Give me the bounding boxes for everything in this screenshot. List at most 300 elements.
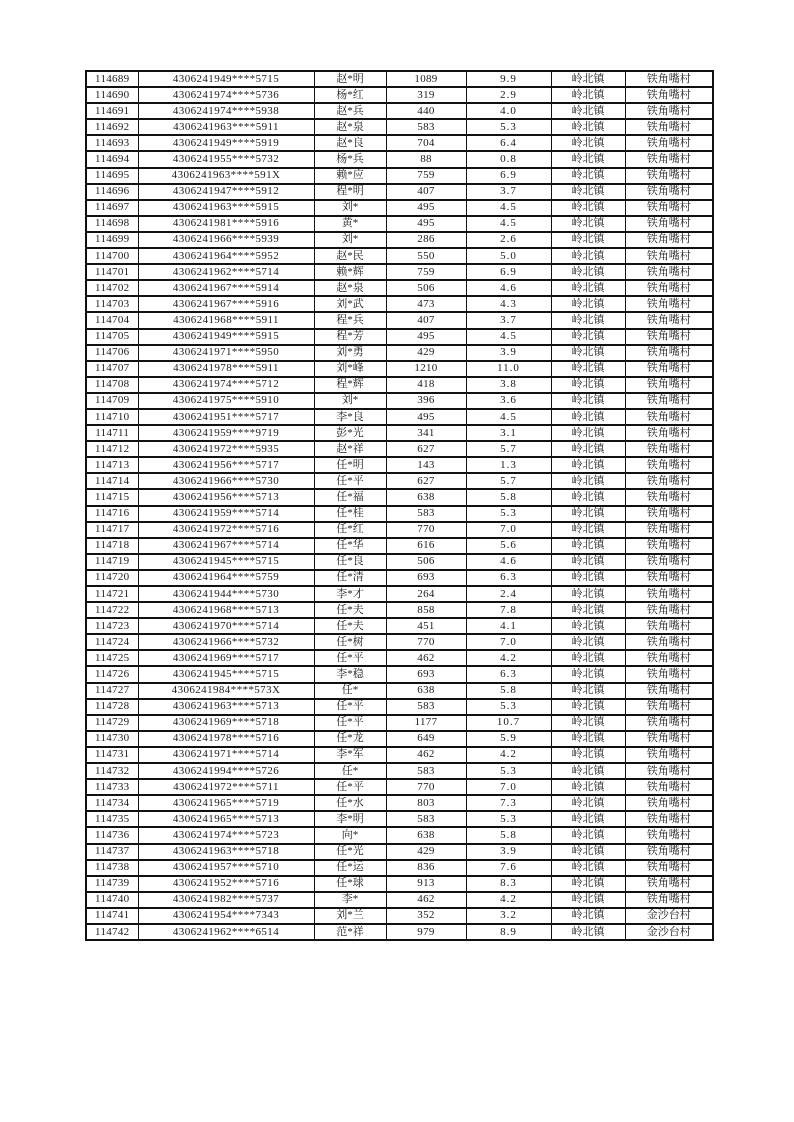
cell-town: 岭北镇 <box>551 538 625 554</box>
cell-seq: 114697 <box>86 200 138 216</box>
cell-village: 铁角嘴村 <box>625 151 713 167</box>
cell-id_number: 4306241967****5916 <box>138 296 314 312</box>
cell-seq: 114694 <box>86 151 138 167</box>
cell-town: 岭北镇 <box>551 312 625 328</box>
cell-name: 任*夫 <box>314 602 386 618</box>
table-row <box>86 779 713 795</box>
cell-area: 3.1 <box>466 425 551 441</box>
cell-id_number: 4306241963****5718 <box>138 844 314 860</box>
cell-amount: 264 <box>386 586 466 602</box>
cell-amount: 319 <box>386 87 466 103</box>
cell-seq: 114720 <box>86 570 138 586</box>
cell-area: 6.3 <box>466 666 551 682</box>
cell-amount: 440 <box>386 103 466 119</box>
cell-seq: 114738 <box>86 860 138 876</box>
cell-town: 岭北镇 <box>551 425 625 441</box>
table-row <box>86 683 713 699</box>
cell-town: 岭北镇 <box>551 103 625 119</box>
cell-amount: 88 <box>386 151 466 167</box>
cell-village: 铁角嘴村 <box>625 71 713 87</box>
cell-area: 0.8 <box>466 151 551 167</box>
cell-area: 5.3 <box>466 763 551 779</box>
cell-town: 岭北镇 <box>551 522 625 538</box>
cell-seq: 114699 <box>86 232 138 248</box>
cell-village: 铁角嘴村 <box>625 87 713 103</box>
table-row <box>86 457 713 473</box>
cell-id_number: 4306241967****5914 <box>138 280 314 296</box>
cell-amount: 407 <box>386 184 466 200</box>
cell-village: 铁角嘴村 <box>625 634 713 650</box>
table-row <box>86 377 713 393</box>
cell-town: 岭北镇 <box>551 377 625 393</box>
cell-name: 程*芳 <box>314 329 386 345</box>
cell-id_number: 4306241965****5719 <box>138 795 314 811</box>
table-row <box>86 296 713 312</box>
cell-id_number: 4306241974****5723 <box>138 827 314 843</box>
cell-id_number: 4306241981****5916 <box>138 216 314 232</box>
cell-name: 任* <box>314 683 386 699</box>
cell-village: 铁角嘴村 <box>625 699 713 715</box>
cell-town: 岭北镇 <box>551 554 625 570</box>
cell-amount: 627 <box>386 441 466 457</box>
cell-area: 9.9 <box>466 71 551 87</box>
cell-area: 4.5 <box>466 200 551 216</box>
cell-amount: 473 <box>386 296 466 312</box>
table-row <box>86 747 713 763</box>
table-row <box>86 119 713 135</box>
table-row <box>86 876 713 892</box>
cell-seq: 114734 <box>86 795 138 811</box>
cell-village: 铁角嘴村 <box>625 216 713 232</box>
cell-area: 7.3 <box>466 795 551 811</box>
table-row <box>86 908 713 924</box>
cell-area: 5.8 <box>466 827 551 843</box>
cell-town: 岭北镇 <box>551 860 625 876</box>
cell-amount: 143 <box>386 457 466 473</box>
cell-village: 铁角嘴村 <box>625 184 713 200</box>
table-row <box>86 232 713 248</box>
cell-town: 岭北镇 <box>551 87 625 103</box>
cell-name: 任*福 <box>314 489 386 505</box>
cell-id_number: 4306241963****591X <box>138 168 314 184</box>
cell-seq: 114723 <box>86 618 138 634</box>
cell-name: 任*夫 <box>314 618 386 634</box>
cell-seq: 114719 <box>86 554 138 570</box>
table-row <box>86 248 713 264</box>
cell-area: 7.6 <box>466 860 551 876</box>
cell-amount: 506 <box>386 280 466 296</box>
cell-amount: 616 <box>386 538 466 554</box>
cell-amount: 429 <box>386 844 466 860</box>
cell-id_number: 4306241964****5952 <box>138 248 314 264</box>
cell-seq: 114731 <box>86 747 138 763</box>
cell-town: 岭北镇 <box>551 779 625 795</box>
table-row <box>86 71 713 87</box>
cell-area: 3.9 <box>466 345 551 361</box>
cell-town: 岭北镇 <box>551 151 625 167</box>
table-row <box>86 103 713 119</box>
cell-id_number: 4306241966****5730 <box>138 473 314 489</box>
cell-id_number: 4306241969****5718 <box>138 715 314 731</box>
cell-seq: 114705 <box>86 329 138 345</box>
table-row <box>86 586 713 602</box>
cell-name: 任*树 <box>314 634 386 650</box>
cell-name: 任*平 <box>314 715 386 731</box>
cell-town: 岭北镇 <box>551 296 625 312</box>
cell-town: 岭北镇 <box>551 409 625 425</box>
cell-village: 铁角嘴村 <box>625 377 713 393</box>
cell-village: 铁角嘴村 <box>625 296 713 312</box>
cell-id_number: 4306241951****5717 <box>138 409 314 425</box>
table-row <box>86 666 713 682</box>
table-row <box>86 361 713 377</box>
cell-name: 任*平 <box>314 699 386 715</box>
cell-village: 铁角嘴村 <box>625 312 713 328</box>
cell-town: 岭北镇 <box>551 184 625 200</box>
cell-village: 铁角嘴村 <box>625 103 713 119</box>
table-row <box>86 489 713 505</box>
cell-id_number: 4306241966****5939 <box>138 232 314 248</box>
cell-area: 4.6 <box>466 554 551 570</box>
cell-area: 3.6 <box>466 393 551 409</box>
cell-village: 铁角嘴村 <box>625 747 713 763</box>
cell-area: 4.1 <box>466 618 551 634</box>
cell-id_number: 4306241970****5714 <box>138 618 314 634</box>
cell-amount: 1089 <box>386 71 466 87</box>
cell-town: 岭北镇 <box>551 650 625 666</box>
cell-seq: 114714 <box>86 473 138 489</box>
cell-amount: 770 <box>386 779 466 795</box>
cell-amount: 462 <box>386 650 466 666</box>
cell-id_number: 4306241963****5713 <box>138 699 314 715</box>
cell-id_number: 4306241945****5715 <box>138 554 314 570</box>
cell-id_number: 4306241957****5710 <box>138 860 314 876</box>
cell-area: 5.3 <box>466 119 551 135</box>
cell-village: 铁角嘴村 <box>625 409 713 425</box>
cell-town: 岭北镇 <box>551 135 625 151</box>
cell-id_number: 4306241978****5716 <box>138 731 314 747</box>
table-row <box>86 312 713 328</box>
cell-amount: 341 <box>386 425 466 441</box>
cell-town: 岭北镇 <box>551 683 625 699</box>
cell-seq: 114732 <box>86 763 138 779</box>
cell-area: 3.8 <box>466 377 551 393</box>
cell-village: 铁角嘴村 <box>625 200 713 216</box>
cell-area: 4.2 <box>466 747 551 763</box>
cell-amount: 583 <box>386 119 466 135</box>
cell-id_number: 4306241944****5730 <box>138 586 314 602</box>
cell-id_number: 4306241962****5714 <box>138 264 314 280</box>
table-row <box>86 892 713 908</box>
table-row <box>86 393 713 409</box>
cell-village: 铁角嘴村 <box>625 763 713 779</box>
cell-village: 铁角嘴村 <box>625 666 713 682</box>
cell-name: 赵*良 <box>314 135 386 151</box>
cell-amount: 583 <box>386 811 466 827</box>
cell-amount: 759 <box>386 264 466 280</box>
table-row <box>86 409 713 425</box>
cell-name: 程*辉 <box>314 377 386 393</box>
cell-name: 任*平 <box>314 779 386 795</box>
cell-village: 铁角嘴村 <box>625 168 713 184</box>
cell-town: 岭北镇 <box>551 248 625 264</box>
cell-seq: 114695 <box>86 168 138 184</box>
cell-town: 岭北镇 <box>551 844 625 860</box>
table-row <box>86 216 713 232</box>
cell-name: 赵*兵 <box>314 103 386 119</box>
cell-area: 3.7 <box>466 184 551 200</box>
cell-name: 刘* <box>314 232 386 248</box>
cell-id_number: 4306241974****5712 <box>138 377 314 393</box>
cell-area: 4.2 <box>466 650 551 666</box>
cell-amount: 418 <box>386 377 466 393</box>
cell-amount: 979 <box>386 924 466 940</box>
cell-town: 岭北镇 <box>551 119 625 135</box>
cell-seq: 114713 <box>86 457 138 473</box>
cell-id_number: 4306241945****5715 <box>138 666 314 682</box>
cell-town: 岭北镇 <box>551 924 625 940</box>
cell-amount: 495 <box>386 409 466 425</box>
table-row <box>86 151 713 167</box>
cell-amount: 495 <box>386 216 466 232</box>
cell-name: 刘*兰 <box>314 908 386 924</box>
cell-amount: 506 <box>386 554 466 570</box>
table-row <box>86 345 713 361</box>
cell-seq: 114689 <box>86 71 138 87</box>
cell-seq: 114710 <box>86 409 138 425</box>
table-row <box>86 860 713 876</box>
cell-seq: 114700 <box>86 248 138 264</box>
cell-area: 1.3 <box>466 457 551 473</box>
cell-village: 铁角嘴村 <box>625 586 713 602</box>
cell-town: 岭北镇 <box>551 634 625 650</box>
cell-village: 铁角嘴村 <box>625 522 713 538</box>
cell-village: 铁角嘴村 <box>625 602 713 618</box>
cell-village: 铁角嘴村 <box>625 135 713 151</box>
cell-town: 岭北镇 <box>551 232 625 248</box>
cell-area: 3.9 <box>466 844 551 860</box>
cell-seq: 114701 <box>86 264 138 280</box>
cell-id_number: 4306241982****5737 <box>138 892 314 908</box>
cell-seq: 114728 <box>86 699 138 715</box>
cell-seq: 114736 <box>86 827 138 843</box>
cell-amount: 1177 <box>386 715 466 731</box>
cell-name: 李*稳 <box>314 666 386 682</box>
cell-name: 任*华 <box>314 538 386 554</box>
cell-area: 3.7 <box>466 312 551 328</box>
cell-id_number: 4306241971****5714 <box>138 747 314 763</box>
cell-name: 向* <box>314 827 386 843</box>
table-row <box>86 329 713 345</box>
table-row <box>86 522 713 538</box>
cell-amount: 836 <box>386 860 466 876</box>
cell-village: 铁角嘴村 <box>625 554 713 570</box>
cell-seq: 114703 <box>86 296 138 312</box>
table-row <box>86 811 713 827</box>
cell-area: 2.6 <box>466 232 551 248</box>
cell-area: 5.3 <box>466 506 551 522</box>
cell-area: 3.2 <box>466 908 551 924</box>
cell-id_number: 4306241955****5732 <box>138 151 314 167</box>
cell-id_number: 4306241971****5950 <box>138 345 314 361</box>
cell-name: 任* <box>314 763 386 779</box>
cell-town: 岭北镇 <box>551 71 625 87</box>
cell-village: 铁角嘴村 <box>625 731 713 747</box>
cell-town: 岭北镇 <box>551 811 625 827</box>
cell-village: 金沙台村 <box>625 924 713 940</box>
cell-amount: 495 <box>386 200 466 216</box>
cell-amount: 462 <box>386 892 466 908</box>
cell-name: 黄* <box>314 216 386 232</box>
cell-amount: 550 <box>386 248 466 264</box>
cell-id_number: 4306241974****5938 <box>138 103 314 119</box>
table-row <box>86 280 713 296</box>
table-row <box>86 650 713 666</box>
cell-amount: 638 <box>386 827 466 843</box>
table-row <box>86 506 713 522</box>
cell-area: 6.9 <box>466 264 551 280</box>
cell-id_number: 4306241969****5717 <box>138 650 314 666</box>
cell-id_number: 4306241984****573X <box>138 683 314 699</box>
cell-area: 4.2 <box>466 892 551 908</box>
cell-village: 铁角嘴村 <box>625 425 713 441</box>
cell-area: 7.8 <box>466 602 551 618</box>
cell-area: 5.7 <box>466 441 551 457</box>
cell-amount: 858 <box>386 602 466 618</box>
cell-seq: 114702 <box>86 280 138 296</box>
cell-area: 2.9 <box>466 87 551 103</box>
table-row <box>86 538 713 554</box>
cell-seq: 114724 <box>86 634 138 650</box>
cell-town: 岭北镇 <box>551 666 625 682</box>
cell-town: 岭北镇 <box>551 876 625 892</box>
cell-area: 5.3 <box>466 699 551 715</box>
table-row <box>86 184 713 200</box>
cell-seq: 114706 <box>86 345 138 361</box>
cell-area: 5.8 <box>466 489 551 505</box>
cell-town: 岭北镇 <box>551 763 625 779</box>
cell-amount: 462 <box>386 747 466 763</box>
cell-town: 岭北镇 <box>551 200 625 216</box>
cell-id_number: 4306241965****5713 <box>138 811 314 827</box>
cell-name: 刘* <box>314 393 386 409</box>
cell-seq: 114722 <box>86 602 138 618</box>
cell-village: 铁角嘴村 <box>625 473 713 489</box>
cell-town: 岭北镇 <box>551 168 625 184</box>
table-row <box>86 634 713 650</box>
cell-name: 任*光 <box>314 844 386 860</box>
cell-village: 铁角嘴村 <box>625 441 713 457</box>
cell-amount: 583 <box>386 763 466 779</box>
cell-amount: 627 <box>386 473 466 489</box>
cell-area: 4.5 <box>466 409 551 425</box>
cell-id_number: 4306241959****9719 <box>138 425 314 441</box>
cell-amount: 407 <box>386 312 466 328</box>
cell-town: 岭北镇 <box>551 489 625 505</box>
cell-town: 岭北镇 <box>551 361 625 377</box>
cell-village: 金沙台村 <box>625 908 713 924</box>
cell-town: 岭北镇 <box>551 747 625 763</box>
cell-name: 杨*兵 <box>314 151 386 167</box>
cell-town: 岭北镇 <box>551 731 625 747</box>
cell-area: 6.4 <box>466 135 551 151</box>
cell-name: 刘*峰 <box>314 361 386 377</box>
table-row <box>86 795 713 811</box>
table-row <box>86 763 713 779</box>
cell-area: 11.0 <box>466 361 551 377</box>
table-row <box>86 87 713 103</box>
cell-amount: 286 <box>386 232 466 248</box>
cell-village: 铁角嘴村 <box>625 779 713 795</box>
cell-amount: 638 <box>386 683 466 699</box>
cell-id_number: 4306241952****5716 <box>138 876 314 892</box>
table-row <box>86 264 713 280</box>
table-row <box>86 602 713 618</box>
cell-area: 6.9 <box>466 168 551 184</box>
cell-village: 铁角嘴村 <box>625 329 713 345</box>
cell-town: 岭北镇 <box>551 699 625 715</box>
cell-amount: 1210 <box>386 361 466 377</box>
cell-area: 5.8 <box>466 683 551 699</box>
cell-area: 4.3 <box>466 296 551 312</box>
cell-seq: 114693 <box>86 135 138 151</box>
cell-amount: 913 <box>386 876 466 892</box>
cell-amount: 803 <box>386 795 466 811</box>
cell-area: 5.0 <box>466 248 551 264</box>
cell-village: 铁角嘴村 <box>625 506 713 522</box>
cell-village: 铁角嘴村 <box>625 827 713 843</box>
cell-seq: 114729 <box>86 715 138 731</box>
cell-seq: 114692 <box>86 119 138 135</box>
cell-area: 4.5 <box>466 216 551 232</box>
cell-name: 李*军 <box>314 747 386 763</box>
cell-area: 4.6 <box>466 280 551 296</box>
table-row <box>86 699 713 715</box>
cell-amount: 649 <box>386 731 466 747</box>
cell-village: 铁角嘴村 <box>625 345 713 361</box>
cell-village: 铁角嘴村 <box>625 795 713 811</box>
cell-village: 铁角嘴村 <box>625 361 713 377</box>
cell-id_number: 4306241972****5935 <box>138 441 314 457</box>
cell-id_number: 4306241967****5714 <box>138 538 314 554</box>
cell-name: 程*兵 <box>314 312 386 328</box>
cell-amount: 759 <box>386 168 466 184</box>
cell-id_number: 4306241978****5911 <box>138 361 314 377</box>
cell-town: 岭北镇 <box>551 618 625 634</box>
cell-village: 铁角嘴村 <box>625 570 713 586</box>
table-row <box>86 200 713 216</box>
cell-town: 岭北镇 <box>551 827 625 843</box>
cell-seq: 114718 <box>86 538 138 554</box>
cell-amount: 583 <box>386 506 466 522</box>
cell-town: 岭北镇 <box>551 329 625 345</box>
cell-town: 岭北镇 <box>551 280 625 296</box>
cell-name: 程*明 <box>314 184 386 200</box>
cell-seq: 114717 <box>86 522 138 538</box>
cell-id_number: 4306241949****5919 <box>138 135 314 151</box>
cell-name: 刘*武 <box>314 296 386 312</box>
cell-id_number: 4306241974****5736 <box>138 87 314 103</box>
cell-seq: 114715 <box>86 489 138 505</box>
cell-town: 岭北镇 <box>551 393 625 409</box>
cell-seq: 114741 <box>86 908 138 924</box>
cell-name: 刘* <box>314 200 386 216</box>
cell-seq: 114696 <box>86 184 138 200</box>
cell-seq: 114735 <box>86 811 138 827</box>
cell-name: 赖*辉 <box>314 264 386 280</box>
table-row <box>86 441 713 457</box>
cell-area: 7.0 <box>466 522 551 538</box>
